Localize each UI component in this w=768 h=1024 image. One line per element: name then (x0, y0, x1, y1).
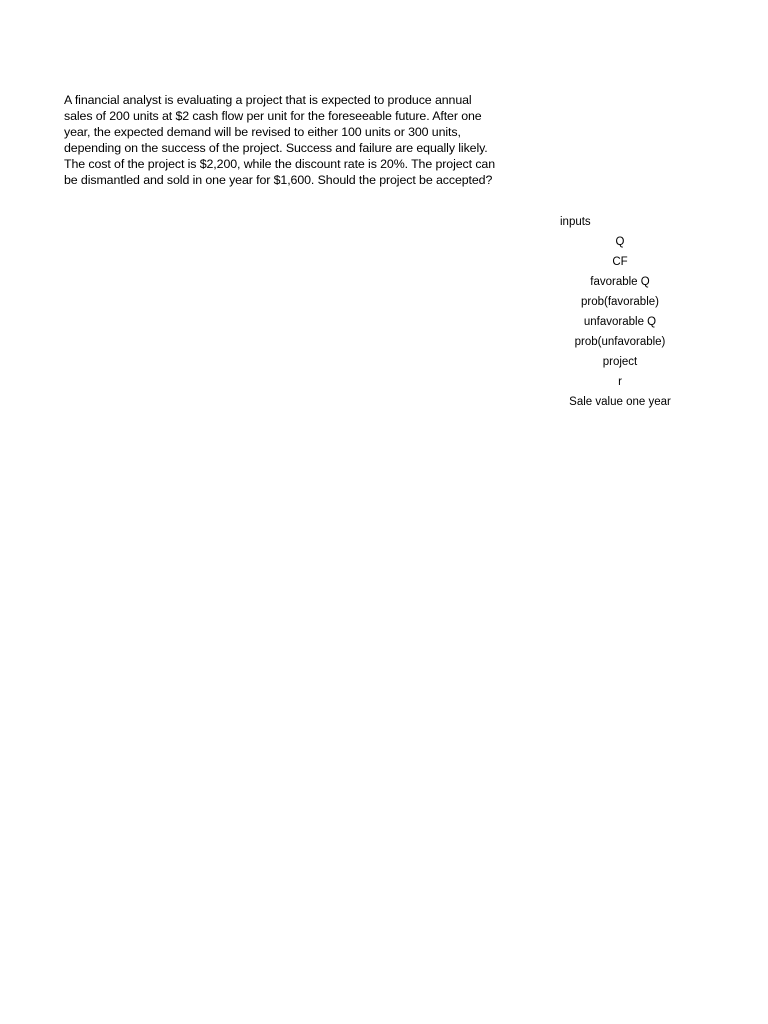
problem-line: sales of 200 units at $2 cash flow per unit for the foreseeable future. After one (64, 109, 482, 124)
input-label-prob-favorable: prob(favorable) (581, 296, 659, 308)
problem-line: depending on the success of the project. Success and failure are equally likely. (64, 141, 488, 156)
input-label-unfavorable-q: unfavorable Q (583, 316, 657, 328)
input-label-q: Q (615, 236, 625, 248)
problem-line: year, the expected demand will be revised to either 100 units or 300 units, (64, 125, 461, 140)
input-label-prob-unfavorable: prob(unfavorable) (574, 336, 666, 348)
input-label-sale-value: Sale value one year (569, 396, 671, 408)
inputs-label-list (540, 235, 700, 415)
problem-statement (64, 92, 564, 189)
problem-line: be dismantled and sold in one year for $1,600. Should the project be accepted? (64, 173, 493, 188)
input-label-project: project (602, 356, 638, 368)
input-label-r: r (618, 376, 622, 388)
inputs-header: inputs (560, 216, 591, 228)
problem-line: The cost of the project is $2,200, while the discount rate is 20%. The project can (64, 157, 495, 172)
input-label-favorable-q: favorable Q (590, 276, 650, 288)
input-label-cf: CF (612, 256, 628, 268)
problem-line: A financial analyst is evaluating a project that is expected to produce annual (64, 93, 472, 107)
